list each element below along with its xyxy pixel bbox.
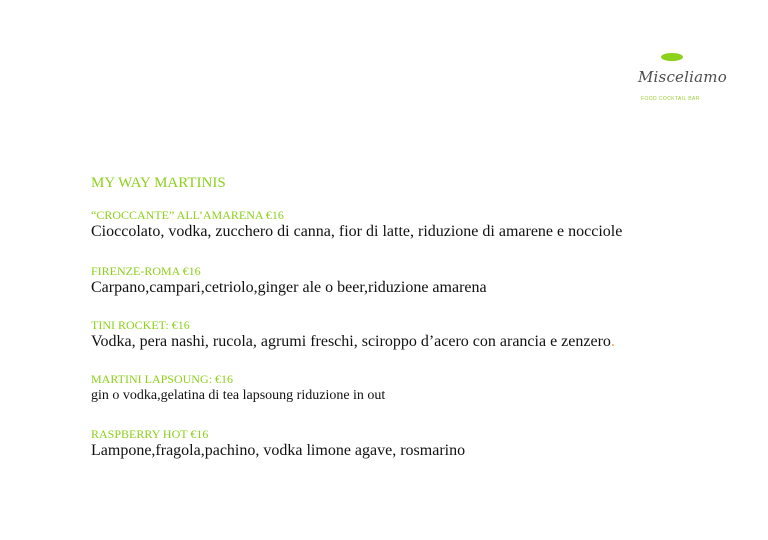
menu-item xyxy=(91,208,622,241)
menu-item-description: gin o vodka,gelatina di tea lapsoung riduzione in out xyxy=(91,388,386,403)
brand-wordmark: Misceliamo xyxy=(638,68,727,86)
menu-item-description: Vodka, pera nashi, rucola, agrumi freschi, sciroppo d’acero con arancia e zenzero xyxy=(91,333,611,350)
leaf-icon xyxy=(660,52,684,62)
section-title: MY WAY MARTINIS xyxy=(91,175,226,191)
menu-item xyxy=(91,264,487,297)
menu-item-description: Carpano,campari,cetriolo,ginger ale o beer,riduzione amarena xyxy=(91,279,487,296)
brand-logo xyxy=(638,50,728,110)
menu-item-name: RASPBERRY HOT €16 xyxy=(91,427,209,441)
menu-item xyxy=(91,318,615,351)
menu-item-name: TINI ROCKET: €16 xyxy=(91,318,190,332)
menu-item-name: MARTINI LAPSOUNG: €16 xyxy=(91,372,233,386)
menu-item-name: “CROCCANTE” ALL’AMARENA €16 xyxy=(91,208,284,222)
menu-item-name: FIRENZE-ROMA €16 xyxy=(91,264,201,278)
menu-item xyxy=(91,372,385,405)
menu-item-description: Cioccolato, vodka, zucchero di canna, fior di latte, riduzione di amarene e nocciole xyxy=(91,223,623,240)
brand-tagline: FOOD COCKTAIL BAR xyxy=(641,96,700,102)
menu-item-trailing-dot: . xyxy=(610,333,615,350)
menu-item xyxy=(91,427,465,460)
menu-item-description-row xyxy=(91,333,615,351)
menu-item-description: Lampone,fragola,pachino, vodka limone agave, rosmarino xyxy=(91,442,466,459)
